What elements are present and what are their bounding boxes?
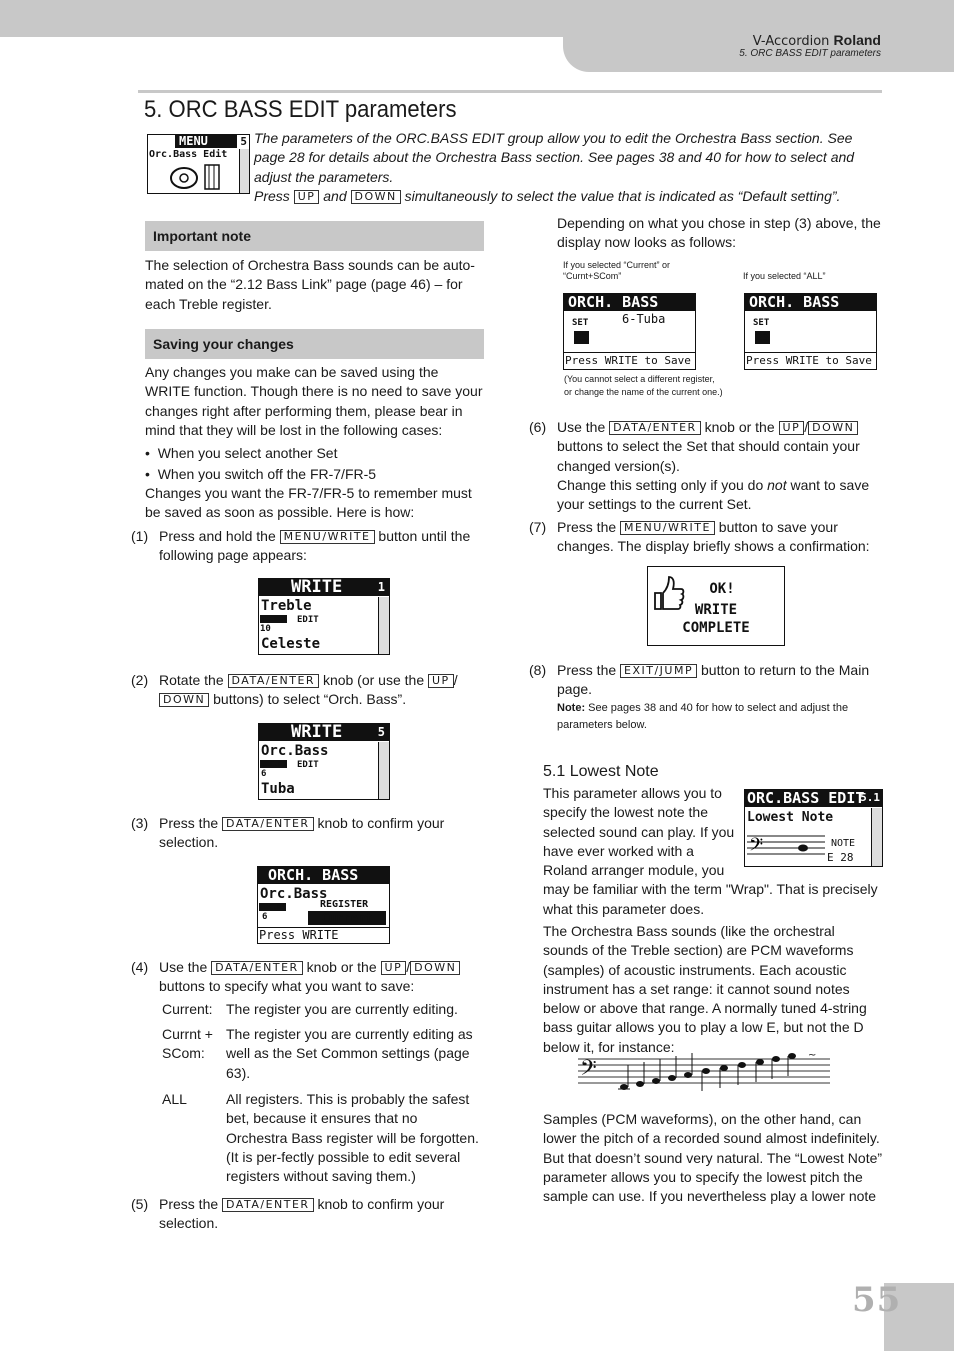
lcd-lowest-note: ORC.BASS EDIT 5.1 Lowest Note 𝄢 NOTE E 28 [744,789,883,867]
lcd-write-orcbass: WRITE 5 Orc.Bass ORC.BS 6 EDIT Tuba [258,723,390,800]
key-up: UP [294,190,320,204]
lowest-p2: The Orchestra Bass sounds (like the orchestral sounds of the Treble section) are PCM waveforms (samples) of acoustic instruments. Each acoustic instrument has a set range: it cannot sound notes below or above that range. A normally tuned 4-string bass guitar allows you to play a low E, but not the D below it, for instance: [543,923,867,1055]
scrollbar-icon [239,149,249,193]
menu-lcd: MENU 5 Orc.Bass Edit [147,134,250,194]
lcd-write-treble: WRITE 1 Treble TREBLE 10 EDIT Celeste [258,578,390,655]
page-number: 55 [852,1280,902,1320]
brand-logo: Roland [833,32,881,48]
step-6: Use the DATA/ENTER knob or the UP / DOWN buttons to select the Set that should contain your changed version(s). Change this setting only if you do not want to save your settings to the current Set. [557,419,870,513]
lcd-set-all: ORCH. BASS SET 23 Press WRITE to Save [744,293,877,370]
step-4: Use the DATA/ENTER knob or the UP / DOWN buttons to specify what you want to save: [159,958,489,997]
lowest-heading: 5.1 Lowest Note [543,763,659,780]
caption-current: If you selected “Current” or “Curnt+SCom” [563,260,671,281]
instrument-icon [162,162,242,192]
step-8: Press the EXIT/JUMP button to return to the Main page. [557,662,870,698]
product-name: V-Accordion Roland [752,32,881,49]
intro-text: The parameters of the ORC.BASS EDIT group allow you to edit the Orchestra Bass section. See page 28 for details about the Orchestra Bass section. See pages 38 and 40 for how to select and adjust the parameters. Press UP and DOWN simultaneously to select the value that is indicated as “Default setting”. [254,130,855,204]
lcd-set-current: ORCH. BASS SET 23 6-Tuba Press WRITE to Save [563,293,696,370]
step-5: Press the DATA/ENTER knob to confirm your selection. [159,1196,445,1232]
option-term: ALL [162,1091,187,1107]
svg-text:~: ~ [808,1050,817,1061]
step-2: Rotate the DATA/ENTER knob (or use the UP / DOWN buttons) to select “Orch. Bass”. [159,672,458,708]
scrollbar-icon [378,742,389,799]
caption-all: If you selected “ALL” [743,271,826,281]
option-desc: All registers. This is probably the safest bet, because it ensures that no Orchestra Bass register will be forgotten. (It is per-fectly possible to edit several registers without saving them.) [226,1091,479,1185]
bass-range-staff [578,1050,832,1092]
caption-note: (You cannot select a different register, or change the name of the current one.) [564,374,723,397]
key-down: DOWN [351,190,401,204]
saving-heading: Saving your changes [145,329,484,359]
saving-text: Any changes you make can be saved using the WRITE function. Though there is no need to save your changes right after performing them, please bear in mind that they will be lost in the following cases: [145,364,483,438]
step-1: Press and hold the MENU/WRITE button until the following page appears: [159,528,471,564]
saving-bullet: • When you select another Set [145,445,338,461]
svg-text:𝄢: 𝄢 [580,1056,597,1086]
option-desc: The register you are currently editing. [226,1001,458,1017]
right-intro: Depending on what you chose in step (3) above, the display now looks as follows: [557,215,881,251]
step-7: Press the MENU/WRITE button to save your changes. The display briefly shows a confirmation: [557,519,870,555]
important-text: The selection of Orchestra Bass sounds can be auto-mated on the “2.12 Bass Link” page (page 46) – for each Treble register. [145,257,475,312]
page-title: 5. ORC BASS EDIT parameters [144,96,457,123]
option-term: Currnt + SCom: [162,1026,213,1062]
saving-after: Changes you want the FR-7/FR-5 to remember must be saved as soon as possible. Here is how: [145,485,472,521]
title-rule [138,90,882,93]
lowest-p1: This parameter allows you to specify the lowest note the selected sound can play. If you have ever worked with a Roland arranger module, you may be familiar with the term "Wrap". That is precisely what this parameter does. [543,785,878,917]
step-number: (1) [131,528,149,544]
option-term: Current: [162,1001,213,1017]
important-heading: Important note [145,221,484,251]
lcd-write-complete: OK! WRITE COMPLETE [647,566,785,646]
svg-text:𝄢: 𝄢 [749,835,764,860]
header-section: 5. ORC BASS EDIT parameters [739,48,881,59]
option-desc: The register you are currently editing as well as the Set Common settings (page 63). [226,1026,473,1081]
step-8-note: Note: See pages 38 and 40 for how to select and adjust the parameters below. [557,702,849,731]
step-3: Press the DATA/ENTER knob to confirm your selection. [159,815,445,851]
lcd-orch-register: ORCH. BASS Orc.Bass ORC.BS 6 REGISTER Current Press WRITE [257,866,390,944]
saving-bullet: • When you switch off the FR-7/FR-5 [145,466,377,482]
scrollbar-icon [378,597,389,654]
lowest-p3: Samples (PCM waveforms), on the other hand, can lower the pitch of a recorded sound almost indefinitely. But that doesn’t sound very natural. The “Lowest Note” parameter allows you to specify the lowest pitch the sample can use. If you nevertheless play a lower note [543,1111,883,1205]
